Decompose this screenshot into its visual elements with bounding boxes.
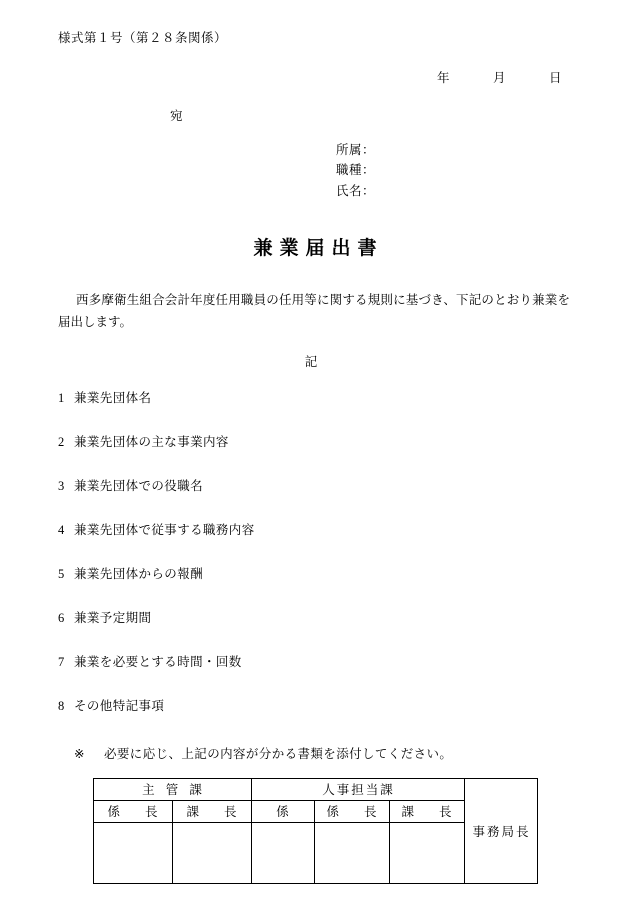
item-label: 兼業先団体名 bbox=[74, 390, 152, 405]
list-item bbox=[58, 388, 572, 432]
sender-name-label: 氏名： bbox=[336, 183, 376, 198]
date-month-label: 月 bbox=[492, 71, 506, 85]
item-number: 2 bbox=[58, 434, 65, 449]
item-list bbox=[58, 388, 572, 740]
note-text: 必要に応じ、上記の内容が分かる書類を添付してください。 bbox=[104, 746, 453, 761]
list-item bbox=[58, 432, 572, 476]
item-number: 8 bbox=[58, 698, 65, 713]
item-number: 1 bbox=[58, 390, 65, 405]
note-mark: ※ bbox=[74, 746, 85, 761]
date-day-label: 日 bbox=[548, 71, 562, 85]
approval-table bbox=[93, 778, 538, 884]
sub-header-chief-main: 係 長 bbox=[93, 800, 172, 822]
item-label: 兼業を必要とする時間・回数 bbox=[74, 654, 242, 669]
sender-jobtype-label: 職種： bbox=[336, 163, 376, 178]
stamp-cell-manager-main[interactable] bbox=[172, 822, 251, 883]
item-label: 兼業先団体で従事する職務内容 bbox=[74, 522, 255, 537]
sub-header-chief-hr: 係 長 bbox=[314, 800, 389, 822]
document-body bbox=[58, 28, 572, 884]
approval-table-wrap bbox=[58, 778, 572, 884]
group-header-hr-section: 人事担当課 bbox=[251, 778, 464, 800]
addressee-label: 宛 bbox=[170, 109, 183, 123]
group-header-main-section: 主 管 課 bbox=[93, 778, 251, 800]
date-line bbox=[58, 68, 572, 86]
item-label: 兼業先団体の主な事業内容 bbox=[74, 434, 229, 449]
sub-header-manager-hr: 課 長 bbox=[389, 800, 464, 822]
sub-header-staff-hr: 係 bbox=[251, 800, 314, 822]
item-number: 7 bbox=[58, 654, 65, 669]
list-item bbox=[58, 652, 572, 696]
stamp-cell-staff-hr[interactable] bbox=[251, 822, 314, 883]
item-number: 5 bbox=[58, 566, 65, 581]
sender-affiliation-label: 所属： bbox=[336, 143, 376, 157]
page-title: 兼業届出書 bbox=[253, 237, 384, 259]
list-item bbox=[58, 608, 572, 652]
stamp-cell-chief-hr[interactable] bbox=[314, 822, 389, 883]
list-item bbox=[58, 696, 572, 740]
stamp-cell-manager-hr[interactable] bbox=[389, 822, 464, 883]
item-label: 兼業先団体での役職名 bbox=[74, 478, 204, 493]
item-label: 兼業先団体からの報酬 bbox=[74, 566, 204, 581]
item-label: 兼業予定期間 bbox=[74, 610, 152, 625]
item-number: 4 bbox=[58, 522, 65, 537]
form-number: 様式第１号（第２８条関係） bbox=[58, 31, 228, 45]
attachment-note bbox=[58, 744, 572, 762]
sub-header-manager-main: 課 長 bbox=[172, 800, 251, 822]
ki-marker: 記 bbox=[304, 354, 318, 369]
group-header-director: 事務局長 bbox=[464, 778, 537, 883]
list-item bbox=[58, 564, 572, 608]
table-row bbox=[93, 778, 537, 800]
item-label: その他特記事項 bbox=[74, 698, 165, 713]
item-number: 3 bbox=[58, 478, 65, 493]
sender-fields bbox=[58, 140, 572, 201]
stamp-cell-chief-main[interactable] bbox=[93, 822, 172, 883]
list-item bbox=[58, 520, 572, 564]
date-year-label: 年 bbox=[436, 71, 450, 85]
intro-paragraph: 西多摩衛生組合会計年度任用職員の任用等に関する規則に基づき、下記のとおり兼業を届出します。 bbox=[58, 292, 570, 329]
item-number: 6 bbox=[58, 610, 65, 625]
list-item bbox=[58, 476, 572, 520]
